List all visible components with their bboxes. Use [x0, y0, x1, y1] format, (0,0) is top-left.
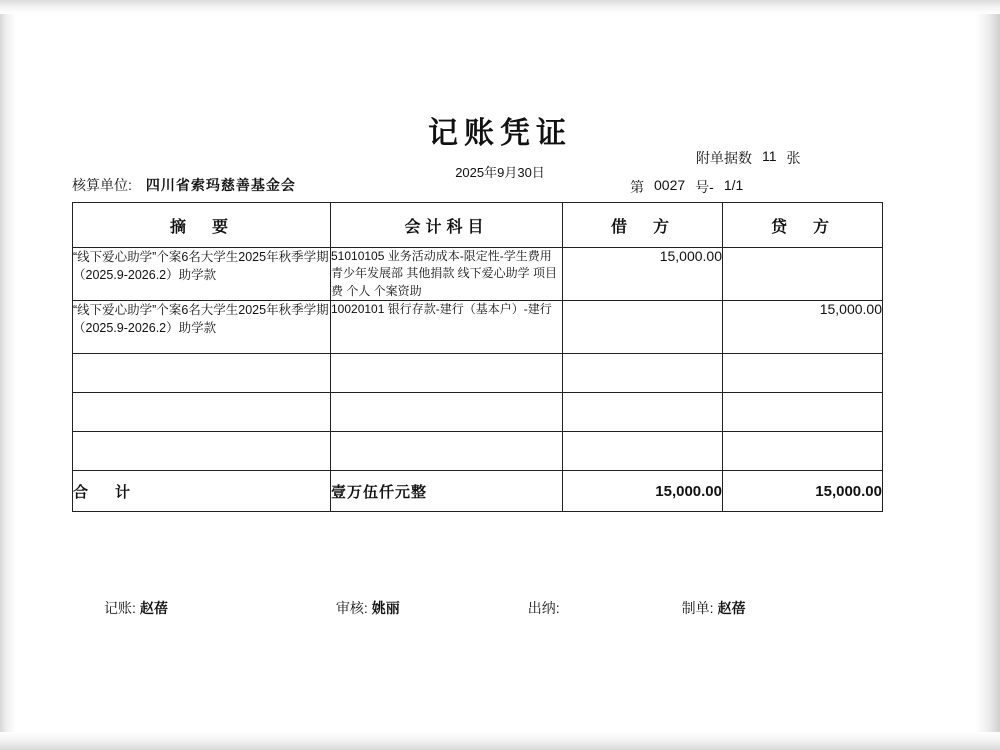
signature-bookkeeper	[104, 598, 168, 618]
row-credit	[723, 248, 883, 301]
row-debit	[563, 432, 723, 471]
row-account	[331, 354, 563, 393]
table-row	[73, 354, 883, 393]
row-debit	[563, 393, 723, 432]
accounting-unit-name: 四川省索玛慈善基金会	[145, 177, 296, 193]
signature-preparer	[682, 598, 746, 618]
voucher-number-value: 0027	[654, 177, 686, 193]
page-edge-left	[0, 0, 16, 750]
signature-name: 赵蓓	[139, 600, 168, 616]
row-credit: 15,000.00	[723, 301, 883, 354]
column-header-credit: 贷 方	[723, 203, 883, 248]
row-credit	[723, 432, 883, 471]
row-debit	[563, 354, 723, 393]
row-debit	[563, 301, 723, 354]
row-account	[331, 393, 563, 432]
attachment-unit: 张	[786, 150, 801, 166]
row-debit: 15,000.00	[563, 248, 723, 301]
page-edge-top	[0, 0, 1000, 14]
page-edge-bottom	[0, 732, 1000, 750]
total-debit: 15,000.00	[563, 471, 723, 512]
total-credit: 15,000.00	[723, 471, 883, 512]
voucher-number-label: 第	[630, 179, 644, 195]
voucher-sheet	[60, 30, 940, 710]
row-credit	[723, 354, 883, 393]
table-row	[73, 393, 883, 432]
accounting-unit	[72, 175, 296, 195]
signature-cashier	[528, 598, 564, 618]
total-label: 合 计	[73, 471, 331, 512]
row-summary	[73, 432, 331, 471]
table-row	[73, 301, 883, 354]
page-title: 记账凭证	[428, 116, 572, 151]
signature-name: 赵蓓	[717, 600, 746, 616]
signature-row	[72, 598, 882, 618]
voucher-date: 2025年9月30日	[455, 165, 545, 180]
table-row	[73, 248, 883, 301]
voucher-meta-right	[630, 148, 940, 197]
attachment-count: 11	[762, 148, 777, 164]
row-credit	[723, 393, 883, 432]
row-account	[331, 432, 563, 471]
signature-label: 制单:	[681, 600, 714, 616]
table-header-row	[73, 203, 883, 248]
signature-label: 出纳:	[527, 600, 560, 616]
row-summary: “线下爱心助学”个案6名大学生2025年秋季学期（2025.9-2026.2）助学款	[73, 248, 331, 301]
voucher-number-suffix: 号-	[695, 179, 714, 195]
total-row	[73, 471, 883, 512]
row-account: 10020101 银行存款-建行（基本户）-建行	[331, 301, 563, 354]
row-summary: “线下爱心助学”个案6名大学生2025年秋季学期（2025.9-2026.2）助学款	[73, 301, 331, 354]
table-row	[73, 432, 883, 471]
column-header-debit: 借 方	[563, 203, 723, 248]
signature-label: 审核:	[335, 600, 368, 616]
voucher-table	[72, 202, 883, 512]
column-header-account: 会计科目	[331, 203, 563, 248]
row-summary	[73, 393, 331, 432]
voucher-page-index: 1/1	[723, 177, 744, 193]
signature-label: 记账:	[104, 600, 136, 616]
signature-name: 姚丽	[371, 600, 400, 616]
page-edge-right	[976, 0, 1000, 750]
attachment-label: 附单据数	[696, 150, 752, 166]
column-header-summary: 摘 要	[73, 203, 331, 248]
total-amount-in-words: 壹万伍仟元整	[331, 471, 563, 512]
row-summary	[73, 354, 331, 393]
row-account: 51010105 业务活动成本-限定性-学生费用 青少年发展部 其他捐款 线下爱心助学 项目费 个人 个案资助	[331, 248, 563, 301]
accounting-unit-label: 核算单位:	[72, 177, 132, 193]
signature-auditor	[336, 598, 400, 618]
